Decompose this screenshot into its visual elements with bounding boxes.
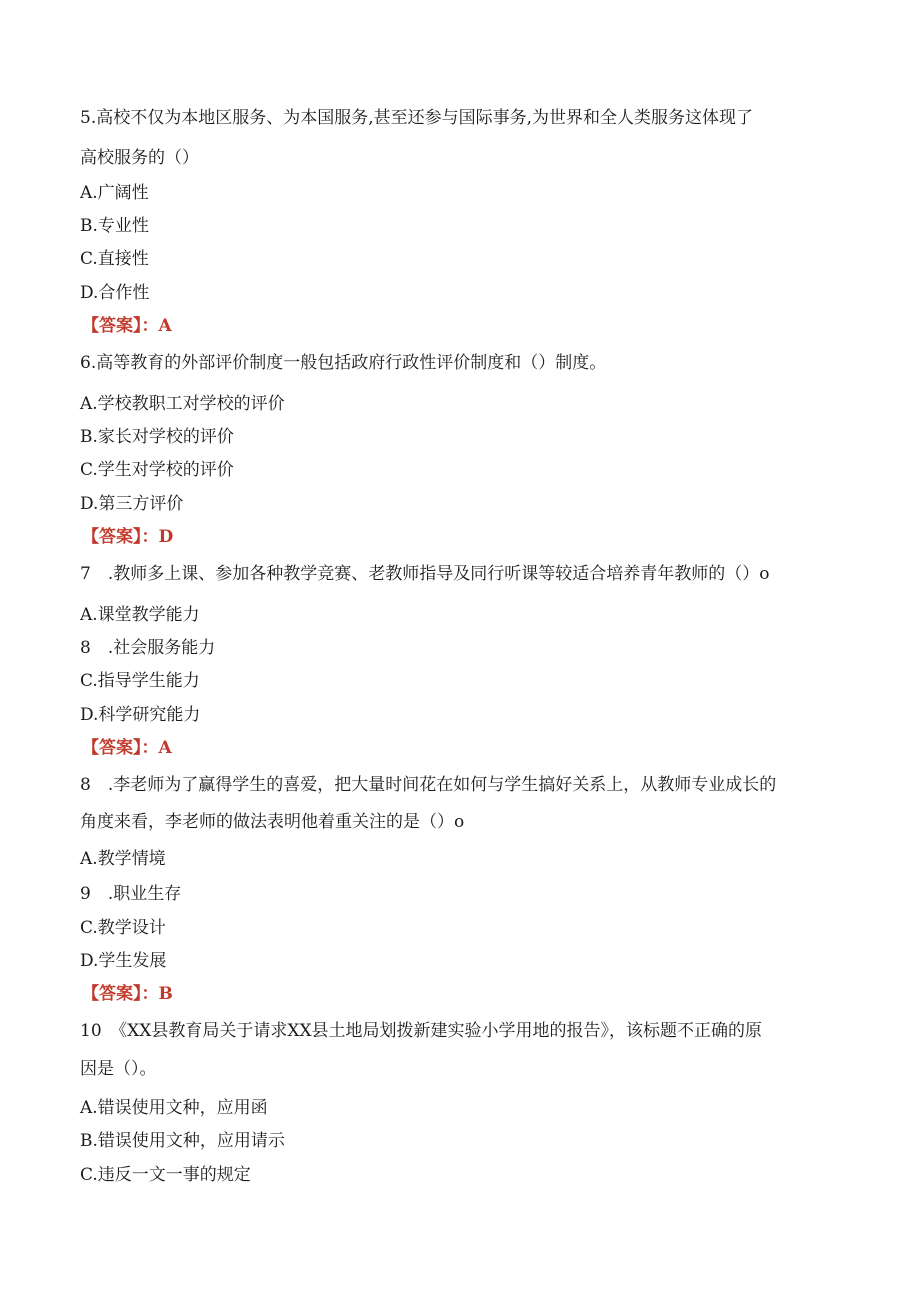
question-10-option-a: A.错误使用文种，应用函 xyxy=(80,1098,268,1118)
question-8-option-b: 9 .职业生存 xyxy=(80,884,182,904)
question-6-option-a: A.学校教职工对学校的评价 xyxy=(80,394,285,414)
question-7-option-a: A.课堂教学能力 xyxy=(80,605,200,625)
question-6-option-d: D.第三方评价 xyxy=(80,494,184,514)
question-7-option-c: C.指导学生能力 xyxy=(80,671,200,691)
question-8-stem-line-2: 角度来看，李老师的做法表明他着重关注的是（）o xyxy=(80,812,465,832)
question-8-stem-line-1: 8 .李老师为了赢得学生的喜爱，把大量时间花在如何与学生搞好关系上，从教师专业成长的 xyxy=(80,775,777,795)
question-8-option-c: C.教学设计 xyxy=(80,918,166,938)
question-6-option-c: C.学生对学校的评价 xyxy=(80,460,234,480)
question-7-answer: 【答案】：A xyxy=(82,738,172,758)
question-7-option-b: 8 .社会服务能力 xyxy=(80,638,216,658)
question-7-stem: 7 .教师多上课、参加各种教学竞赛、老教师指导及同行听课等较适合培养青年教师的（）o xyxy=(80,564,770,584)
question-5-option-c: C.直接性 xyxy=(80,249,149,269)
question-5-answer: 【答案】：A xyxy=(82,316,172,336)
question-8-option-d: D.学生发展 xyxy=(80,951,167,971)
question-8-option-a: A.教学情境 xyxy=(80,849,166,869)
question-10-option-c: C.违反一文一事的规定 xyxy=(80,1165,251,1185)
question-5-option-d: D.合作性 xyxy=(80,283,150,303)
question-6-stem: 6.高等教育的外部评价制度一般包括政府行政性评价制度和（）制度。 xyxy=(80,353,607,373)
question-5-stem-line-2: 高校服务的（） xyxy=(80,148,199,168)
question-10-stem-line-2: 因是（）。 xyxy=(80,1059,157,1079)
question-6-option-b: B.家长对学校的评价 xyxy=(80,427,234,447)
question-5-option-b: B.专业性 xyxy=(80,216,149,236)
question-10-stem-line-1: 10 《XX县教育局关于请求XX县土地局划拨新建实验小学用地的报告》，该标题不正确的原 xyxy=(80,1021,763,1041)
question-6-answer: 【答案】：D xyxy=(82,527,174,547)
question-10-option-b: B.错误使用文种，应用请示 xyxy=(80,1131,285,1151)
question-8-answer: 【答案】：B xyxy=(82,984,173,1004)
question-5-option-a: A.广阔性 xyxy=(80,183,149,203)
question-7-option-d: D.科学研究能力 xyxy=(80,705,201,725)
question-5-stem-line-1: 5.高校不仅为本地区服务、为本国服务,甚至还参与国际事务,为世界和全人类服务这体现了 xyxy=(80,108,754,128)
